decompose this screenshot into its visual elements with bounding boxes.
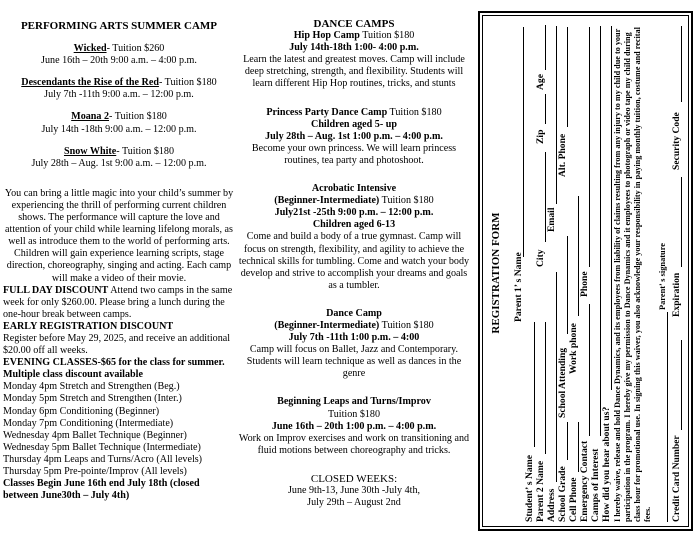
camp-description: Become your own princess. We will learn princess routines, tea party and photoshoot.	[251, 142, 457, 166]
camp-tuition: Tuition $180	[121, 145, 175, 157]
camp-dates: July 7th -11th 1:00 p.m. – 4:00	[288, 332, 420, 344]
camp-name: Acrobatic Intensive	[311, 183, 397, 195]
parent1-label: Parent 1’ s Name	[513, 252, 524, 322]
security-code-label: Security Code	[671, 112, 682, 170]
full-day-heading: FULL DAY DISCOUNT	[3, 284, 109, 296]
camp-level: (Beginner-Intermediate)	[274, 195, 380, 207]
camp-dates: July21st -25th 9:00 p.m. – 12:00 p.m.	[274, 207, 434, 219]
school-grade-label: School Grade	[557, 466, 568, 522]
work-phone-label: Work phone	[568, 323, 579, 374]
phone-label: Phone	[579, 271, 590, 297]
intro-paragraph: You can bring a little magic into your child’s summer by experiencing the thrill of performing current children shows. The performance will capture the love and attention of your child while learning lifelong morals, as well as introduce them to the world of performing arts. Children will gain experience learning scripts, stage direction, choreography, singing and acting. Each camp will make a video of their movie.	[4, 187, 234, 284]
cell-phone-label: Cell Phone	[568, 477, 579, 522]
camp-name: Dance Camp	[326, 307, 382, 319]
camp-name: Moana 2	[71, 111, 110, 123]
dance-camp	[238, 308, 470, 381]
hiphop-camp	[238, 30, 470, 90]
leaps-camp	[238, 396, 470, 456]
camp-snow-white	[3, 146, 235, 170]
early-registration-heading: EARLY REGISTRATION DISCOUNT	[3, 320, 174, 332]
signature-field[interactable]	[667, 312, 668, 522]
dance-camps-title: DANCE CAMPS	[313, 18, 395, 30]
closed-heading: CLOSED WEEKS:	[310, 472, 398, 485]
emergency-label: Emergency Contact	[579, 440, 590, 522]
acro-camp	[238, 183, 470, 292]
camp-name: Hip Hop Camp	[293, 30, 360, 42]
list-item: Thursday 4pm Leaps and Turns/Acro (All levels)	[3, 453, 203, 465]
registration-form	[482, 15, 689, 527]
camp-ages: Children aged 5- up	[311, 118, 397, 130]
row-parent1	[513, 22, 524, 522]
camp-tuition: Tuition $180	[327, 408, 381, 420]
evening-class-list	[3, 381, 235, 478]
signature-label: Parent’ s signature	[658, 243, 667, 310]
camp-tuition: Tuition $180	[379, 195, 434, 207]
camp-dates: July 14th-18th 1:00- 4:00 p.m.	[289, 42, 419, 54]
row-student	[524, 22, 535, 522]
closed-weeks	[238, 473, 470, 509]
row-hear	[601, 22, 612, 522]
camp-tuition: Tuition $180	[164, 77, 217, 89]
camp-name: Snow White	[63, 145, 117, 157]
registration-form-rotated	[483, 16, 689, 527]
camp-name: Princess Party Dance Camp	[266, 106, 388, 118]
camp-description: Come and build a body of a true gymnast. Camp will focus on strength, flexibility, and agility to achieve the technical skills for tumbling. Come and watch your body develop and strive to accomplish your dreams and goals as a tumbler.	[238, 231, 470, 291]
page-title: PERFORMING ARTS SUMMER CAMP	[20, 20, 218, 32]
camps-interest-label: Camps of Interest	[590, 448, 601, 522]
camp-dates: July 28th – Aug. 1st 1:00 p.m. – 4:00 p.m.	[265, 130, 443, 142]
row-parent2	[535, 22, 546, 522]
sep: -	[158, 77, 165, 89]
list-item: Monday 6pm Conditioning (Beginner)	[3, 405, 160, 417]
zip-label: Zip	[535, 129, 546, 144]
camp-tuition: Tuition $180	[114, 111, 167, 123]
camp-dates: June 16th – 20th 9:00 a.m. – 4:00 p.m.	[41, 55, 197, 67]
camp-descendants	[3, 77, 235, 101]
full-day-text: Attend two camps in the same week for only $260.00. Please bring a lunch during the one-hour break between camps.	[3, 284, 233, 320]
list-item: Wednesday 5pm Ballet Technique (Intermediate)	[3, 441, 201, 453]
parent2-label: Parent 2 Name	[535, 460, 546, 522]
hear-about-label: How did you hear about us?	[601, 406, 612, 522]
evening-classes-heading: EVENING CLASSES-$65 for the class for summer. Multiple class discount available	[3, 357, 225, 381]
camp-dates: July 7th -11th 9:00 a.m. – 12:00 p.m.	[44, 89, 194, 101]
camp-tuition: Tuition $180	[359, 30, 415, 42]
registration-title: REGISTRATION FORM	[490, 212, 502, 334]
city-label: City	[535, 249, 546, 267]
princess-camp	[238, 107, 470, 167]
row-school	[557, 22, 568, 522]
camp-moana	[3, 111, 235, 135]
camp-name: Beginning Leaps and Turns/Improv	[277, 396, 431, 408]
credit-card-label: Credit Card Number	[671, 435, 682, 522]
hear-about-field[interactable]	[611, 26, 612, 390]
camp-tuition: Tuition $180	[379, 319, 434, 331]
address-label: Address	[546, 488, 557, 522]
sep: -	[106, 43, 113, 55]
list-item: Monday 4pm Stretch and Strengthen (Beg.)	[3, 381, 180, 393]
full-day-discount	[3, 285, 235, 321]
camp-ages: Children aged 6-13	[312, 219, 396, 231]
list-item: Wednesday 4pm Ballet Technique (Beginner)	[3, 429, 187, 441]
camp-level: (Beginner-Intermediate)	[274, 319, 380, 331]
row-signature	[657, 22, 668, 522]
camp-wicked	[3, 43, 235, 67]
camp-name: Wicked	[73, 43, 107, 55]
age-label: Age	[535, 74, 546, 90]
camp-tuition: Tuition $260	[112, 43, 165, 55]
list-item: Thursday 5pm Pre-pointe/Improv (All levels)	[3, 466, 187, 477]
expiration-label: Expiration	[671, 272, 682, 317]
row-emergency	[579, 22, 590, 522]
row-phones	[568, 22, 579, 522]
email-label: Email	[546, 207, 557, 232]
credit-card-field[interactable]	[681, 340, 682, 430]
dance-camps-column	[238, 0, 470, 520]
school-attending-label: School Attending	[557, 347, 568, 418]
camp-description: Work on Improv exercises and work on transitioning and fluid motions between choreography and tricks.	[238, 432, 470, 456]
closed-line: June 9th-13, June 30th -July 4th,	[287, 485, 421, 496]
sep: -	[116, 145, 122, 157]
expiration-field[interactable]	[681, 177, 682, 267]
classes-begin: Classes Begin June 16th end July 18th (closed between June30th – July 4th)	[3, 478, 200, 502]
camp-name: Descendants the Rise of the Red	[21, 77, 159, 89]
summer-camp-column	[3, 0, 235, 502]
camp-description: Learn the latest and greatest moves. Camp will include deep stretching, strength, and flexibility. Students will learn different Hip Hop routines, tricks, and stunts	[243, 54, 465, 90]
camp-tuition: Tuition $180	[387, 106, 442, 118]
waiver-text: I hereby waive, release and hold Dance Dynamics, and its employees from liability of claims resulting from any injury to my child due to your participation in the program. I hereby give my permission to Dance Dynamics and it employees to photograph or video tape my child during class hour for promotional use. In signing this waiver, you also acknowledge your responsibility in paying monthly tuition, costume and recital fees.	[613, 27, 652, 522]
row-address	[546, 22, 557, 522]
row-camps	[590, 22, 601, 522]
list-item: Monday 5pm Stretch and Strengthen (Inter.)	[3, 393, 182, 405]
camp-dates: July 28th – Aug. 1st 9:00 a.m. – 12:00 p.m.	[31, 157, 207, 169]
camp-dates: July 14th -18th 9:00 a.m. – 12:00 p.m.	[41, 123, 197, 135]
camp-dates: June 16th – 20th 1:00 p.m. – 4:00 p.m.	[271, 420, 437, 432]
alt-phone-label: Alt. Phone	[557, 133, 568, 177]
list-item: Monday 7pm Conditioning (Intermediate)	[3, 417, 174, 429]
student-name-label: Student’ s Name	[524, 455, 535, 522]
early-registration-text: Register before May 29, 2025, and receive an additional $20.00 off all weeks.	[3, 332, 231, 357]
sep: -	[109, 111, 115, 123]
security-code-field[interactable]	[681, 26, 682, 102]
camp-description: Camp will focus on Ballet, Jazz and Contemporary. Students will learn technique as well as dances in the genre	[246, 344, 462, 380]
closed-line: July 29th – August 2nd	[307, 497, 401, 509]
